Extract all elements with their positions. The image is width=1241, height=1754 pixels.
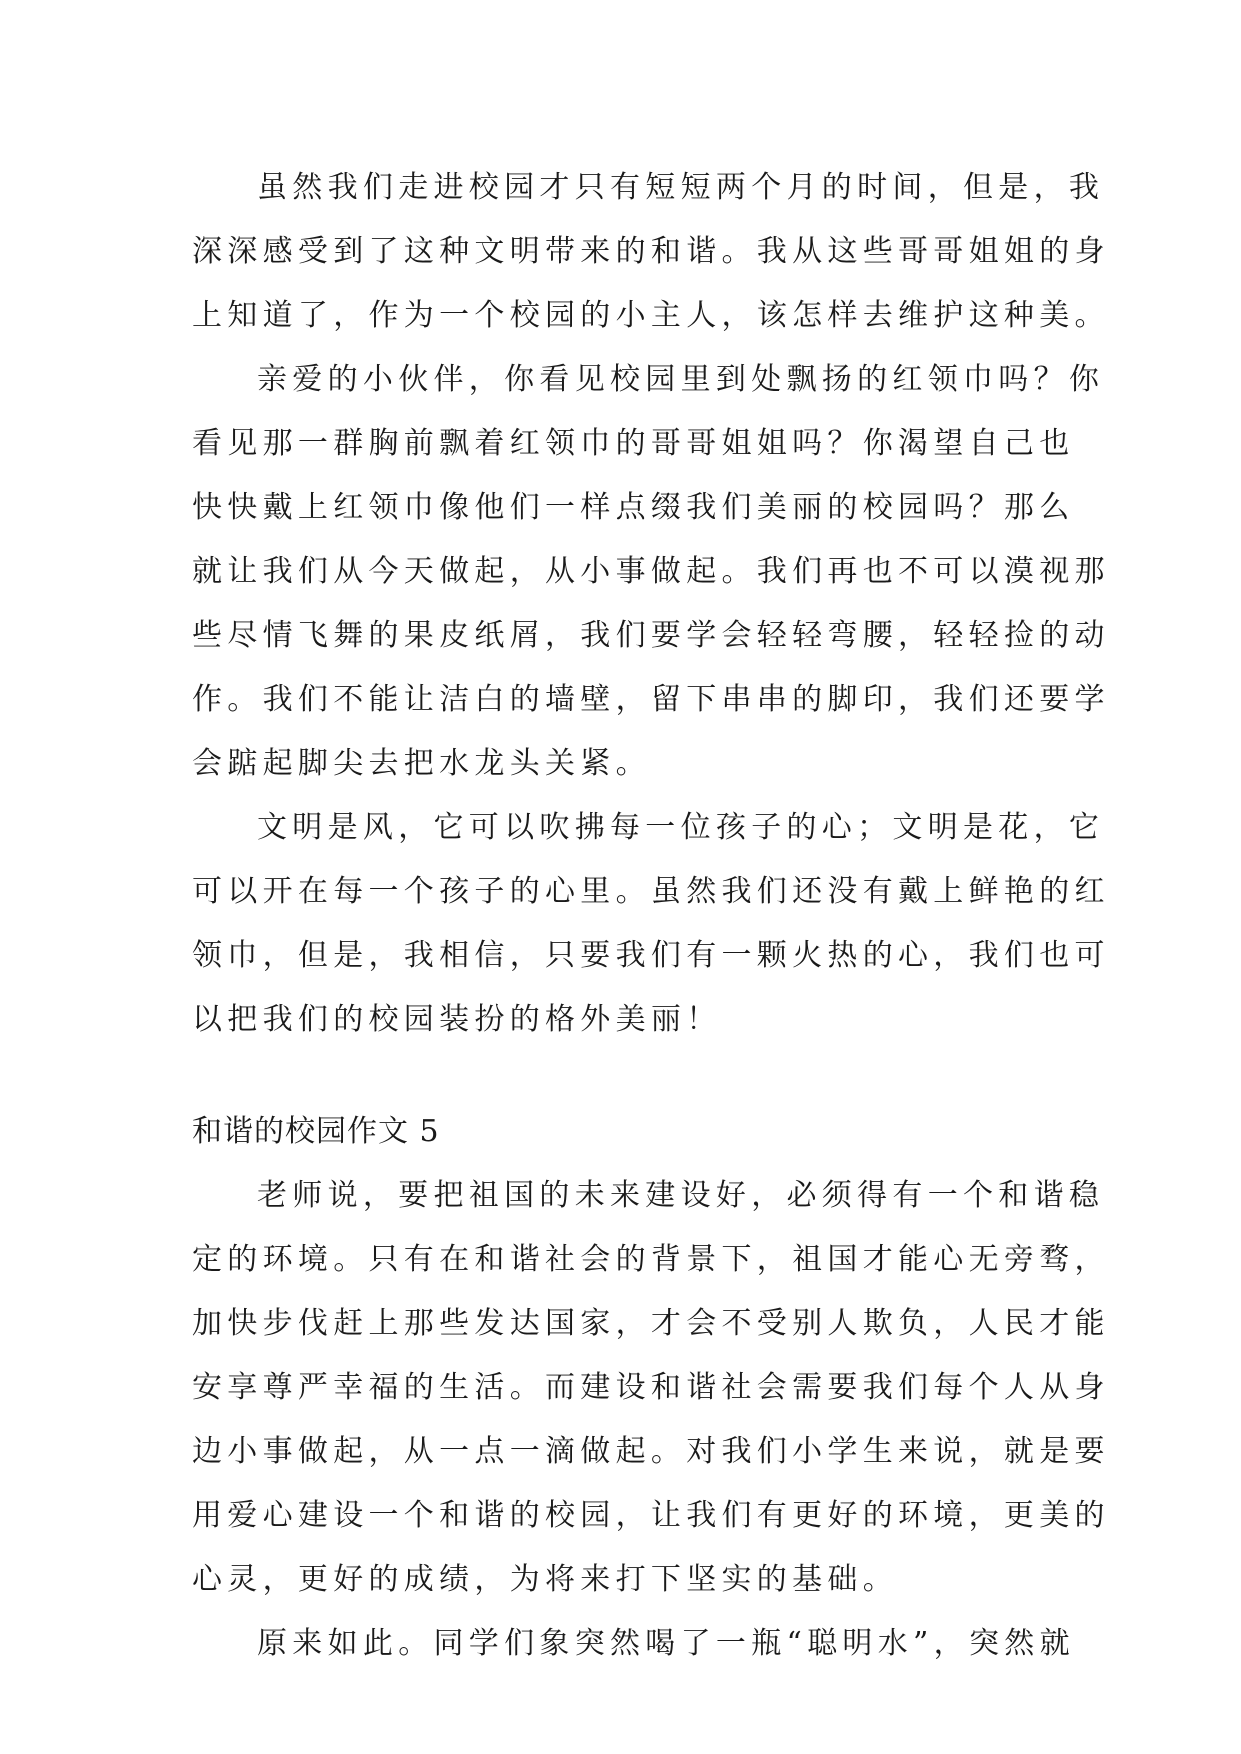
paragraph-3-line-2: 可以开在每一个孩子的心里。虽然我们还没有戴上鲜艳的红 bbox=[192, 874, 1110, 909]
section-paragraph-1-line-5: 边小事做起，从一点一滴做起。对我们小学生来说，就是要 bbox=[192, 1434, 1110, 1469]
section-paragraph-1-line-6: 用爱心建设一个和谐的校园，让我们有更好的环境，更美的 bbox=[192, 1498, 1110, 1533]
paragraph-1-line-3: 上知道了，作为一个校园的小主人，该怎样去维护这种美。 bbox=[192, 298, 1110, 333]
section-paragraph-1-line-2: 定的环境。只有在和谐社会的背景下，祖国才能心无旁骛， bbox=[192, 1242, 1110, 1277]
paragraph-2-line-3: 快快戴上红领巾像他们一样点缀我们美丽的校园吗？那么 bbox=[192, 490, 1075, 525]
paragraph-2-line-2: 看见那一群胸前飘着红领巾的哥哥姐姐吗？你渴望自己也 bbox=[192, 426, 1075, 461]
paragraph-2-line-5: 些尽情飞舞的果皮纸屑，我们要学会轻轻弯腰，轻轻捡的动 bbox=[192, 618, 1110, 653]
paragraph-1-line-1: 虽然我们走进校园才只有短短两个月的时间，但是，我 bbox=[257, 170, 1105, 205]
paragraph-3-line-1: 文明是风，它可以吹拂每一位孩子的心；文明是花，它 bbox=[257, 810, 1105, 845]
paragraph-2-line-7: 会踮起脚尖去把水龙头关紧。 bbox=[192, 746, 651, 781]
paragraph-3-line-4: 以把我们的校园装扮的格外美丽！ bbox=[192, 1002, 722, 1037]
section-paragraph-1-line-4: 安享尊严幸福的生活。而建设和谐社会需要我们每个人从身 bbox=[192, 1370, 1110, 1405]
paragraph-2-line-1: 亲爱的小伙伴，你看见校园里到处飘扬的红领巾吗？你 bbox=[257, 362, 1105, 397]
section-title: 和谐的校园作文 5 bbox=[192, 1114, 440, 1149]
paragraph-2-line-6: 作。我们不能让洁白的墙壁，留下串串的脚印，我们还要学 bbox=[192, 682, 1110, 717]
section-paragraph-1-line-3: 加快步伐赶上那些发达国家，才会不受别人欺负，人民才能 bbox=[192, 1306, 1110, 1341]
paragraph-3-line-3: 领巾，但是，我相信，只要我们有一颗火热的心，我们也可 bbox=[192, 938, 1110, 973]
section-paragraph-1-line-1: 老师说，要把祖国的未来建设好，必须得有一个和谐稳 bbox=[257, 1178, 1105, 1213]
paragraph-1-line-2: 深深感受到了这种文明带来的和谐。我从这些哥哥姐姐的身 bbox=[192, 234, 1110, 269]
section-paragraph-1-line-7: 心灵，更好的成绩，为将来打下坚实的基础。 bbox=[192, 1562, 898, 1597]
section-paragraph-2-line-1: 原来如此。同学们象突然喝了一瓶“聪明水”，突然就 bbox=[257, 1626, 1075, 1661]
paragraph-2-line-4: 就让我们从今天做起，从小事做起。我们再也不可以漠视那 bbox=[192, 554, 1110, 589]
